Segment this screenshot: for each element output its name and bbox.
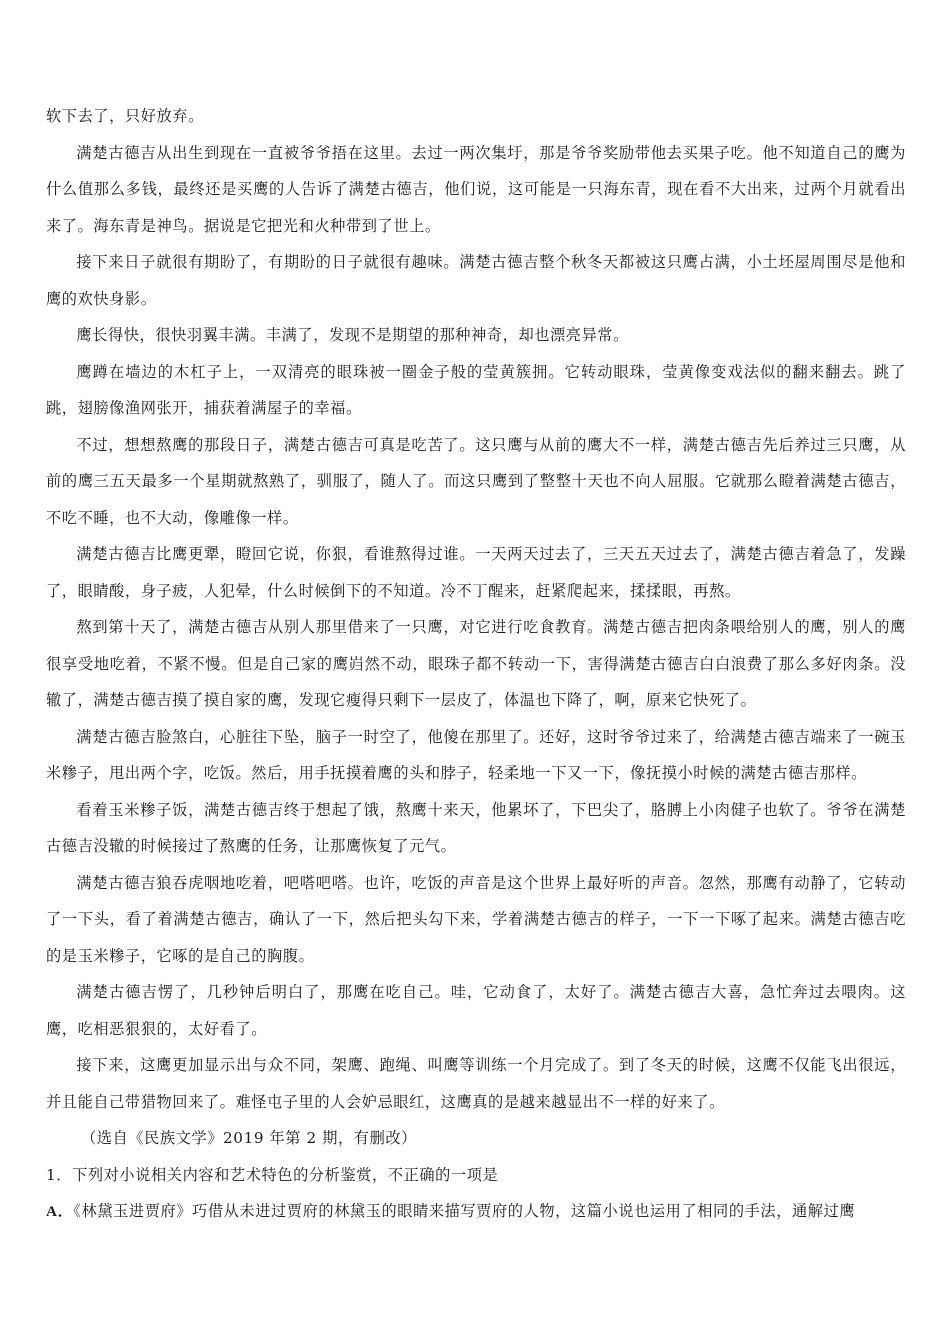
paragraph: 看着玉米糁子饭，满楚古德吉终于想起了饿，熬鹰十来天，他累坏了，下巴尖了，胳膊上小肉健子也软了。爷爷在满楚古德吉没辙的时候接过了熬鹰的任务，让那鹰恢复了元气。 [46, 800, 906, 855]
question-text: 下列对小说相关内容和艺术特色的分析鉴赏，不正确的一项是 [72, 1165, 499, 1184]
paragraph: 满楚古德吉从出生到现在一直被爷爷捂在这里。去过一两次集圩，那是爷爷奖励带他去买果子吃。他不知道自己的鹰为什么值那么多钱，最终还是买鹰的人告诉了满楚古德吉，他们说，这可能是一只海东青，现在看不大出来，过两个月就看出来了。海东青是神鸟。据说是它把光和火种带到了世上。 [46, 143, 906, 235]
article-body [46, 98, 906, 1231]
option-a-letter: A． [46, 1203, 74, 1220]
paragraph: 接下来，这鹰更加显示出与众不同，架鹰、跑绳、叫鹰等训练一个月完成了。到了冬天的时候，这鹰不仅能飞出很远，并且能自己带猎物回来了。难怪屯子里的人会妒忌眼红，这鹰真的是越来越显出不一样的好来了。 [46, 1056, 906, 1111]
paragraph: 鹰长得快，很快羽翼丰满。丰满了，发现不是期望的那种神奇，却也漂亮异常。 [76, 326, 629, 344]
option-a [46, 1193, 906, 1231]
source-note: （选自《民族文学》2019 年第 2 期，有删改） [80, 1129, 417, 1147]
question-1 [46, 1157, 906, 1194]
paragraph: 不过，想想熬鹰的那段日子，满楚古德吉可真是吃苦了。这只鹰与从前的鹰大不一样，满楚古德吉先后养过三只鹰，从前的鹰三五天最多一个星期就熬熟了，驯服了，随人了。而这只鹰到了整整十天也不向人屈服。它就那么瞪着满楚古德吉，不吃不睡，也不大动，像雕像一样。 [46, 435, 906, 527]
paragraph: 接下来日子就很有期盼了，有期盼的日子就很有趣味。满楚古德吉整个秋冬天都被这只鹰占满，小土坯屋周围尽是他和鹰的欢快身影。 [46, 253, 906, 308]
paragraph: 熬到第十天了，满楚古德吉从别人那里借来了一只鹰，对它进行吃食教育。满楚古德吉把肉条喂给别人的鹰，别人的鹰很享受地吃着，不紧不慢。但是自己家的鹰岿然不动，眼珠子都不转动一下，害得满楚古德吉白白浪费了那么多好肉条。没辙了，满楚古德吉摸了摸自家的鹰，发现它瘦得只剩下一层皮了，体温也下降了，啊，原来它快死了。 [46, 618, 906, 709]
paragraph: 满楚古德吉愣了，几秒钟后明白了，那鹰在吃自己。哇，它动食了，太好了。满楚古德吉大喜，急忙奔过去喂肉。这鹰，吃相恶狠狠的，太好看了。 [46, 983, 906, 1038]
paragraph: 满楚古德吉狼吞虎咽地吃着，吧嗒吧嗒。也许，吃饭的声音是这个世界上最好听的声音。忽然，那鹰有动静了，它转动了一下头，看了着满楚古德吉，确认了一下，然后把头勾下来，学着满楚古德吉的样子，一下一下啄了起来。满楚古德吉吃的是玉米糁子，它啄的是自己的胸腹。 [46, 873, 906, 965]
paragraph: 软下去了，只好放弃。 [46, 107, 204, 125]
paragraph: 满楚古德吉比鹰更犟，瞪回它说，你狠，看谁熬得过谁。一天两天过去了，三天五天过去了，满楚古德吉着急了，发躁了，眼睛酸，身子疲，人犯晕，什么时候倒下的不知道。冷不丁醒来，赶紧爬起来，揉揉眼，再熬。 [46, 545, 906, 600]
option-a-text: 《林黛玉进贾府》巧借从未进过贾府的林黛玉的眼睛来描写贾府的人物，这篇小说也运用了相同的手法，通解过鹰 [73, 1202, 856, 1220]
question-number: 1． [46, 1165, 73, 1184]
paragraph: 鹰蹲在墙边的木杠子上，一双清亮的眼珠被一圈金子般的莹黄簇拥。它转动眼珠，莹黄像变戏法似的翻来翻去。跳了跳，翅膀像渔网张开，捕获着满屋子的幸福。 [46, 362, 906, 417]
paragraph: 满楚古德吉脸煞白，心脏往下坠，脑子一时空了，他傻在那里了。还好，这时爷爷过来了，给满楚古德吉端来了一碗玉米糁子，甩出两个字，吃饭。然后，用手抚摸着鹰的头和脖子，轻柔地一下又一下，像抚摸小时候的满楚古德吉那样。 [46, 727, 906, 782]
